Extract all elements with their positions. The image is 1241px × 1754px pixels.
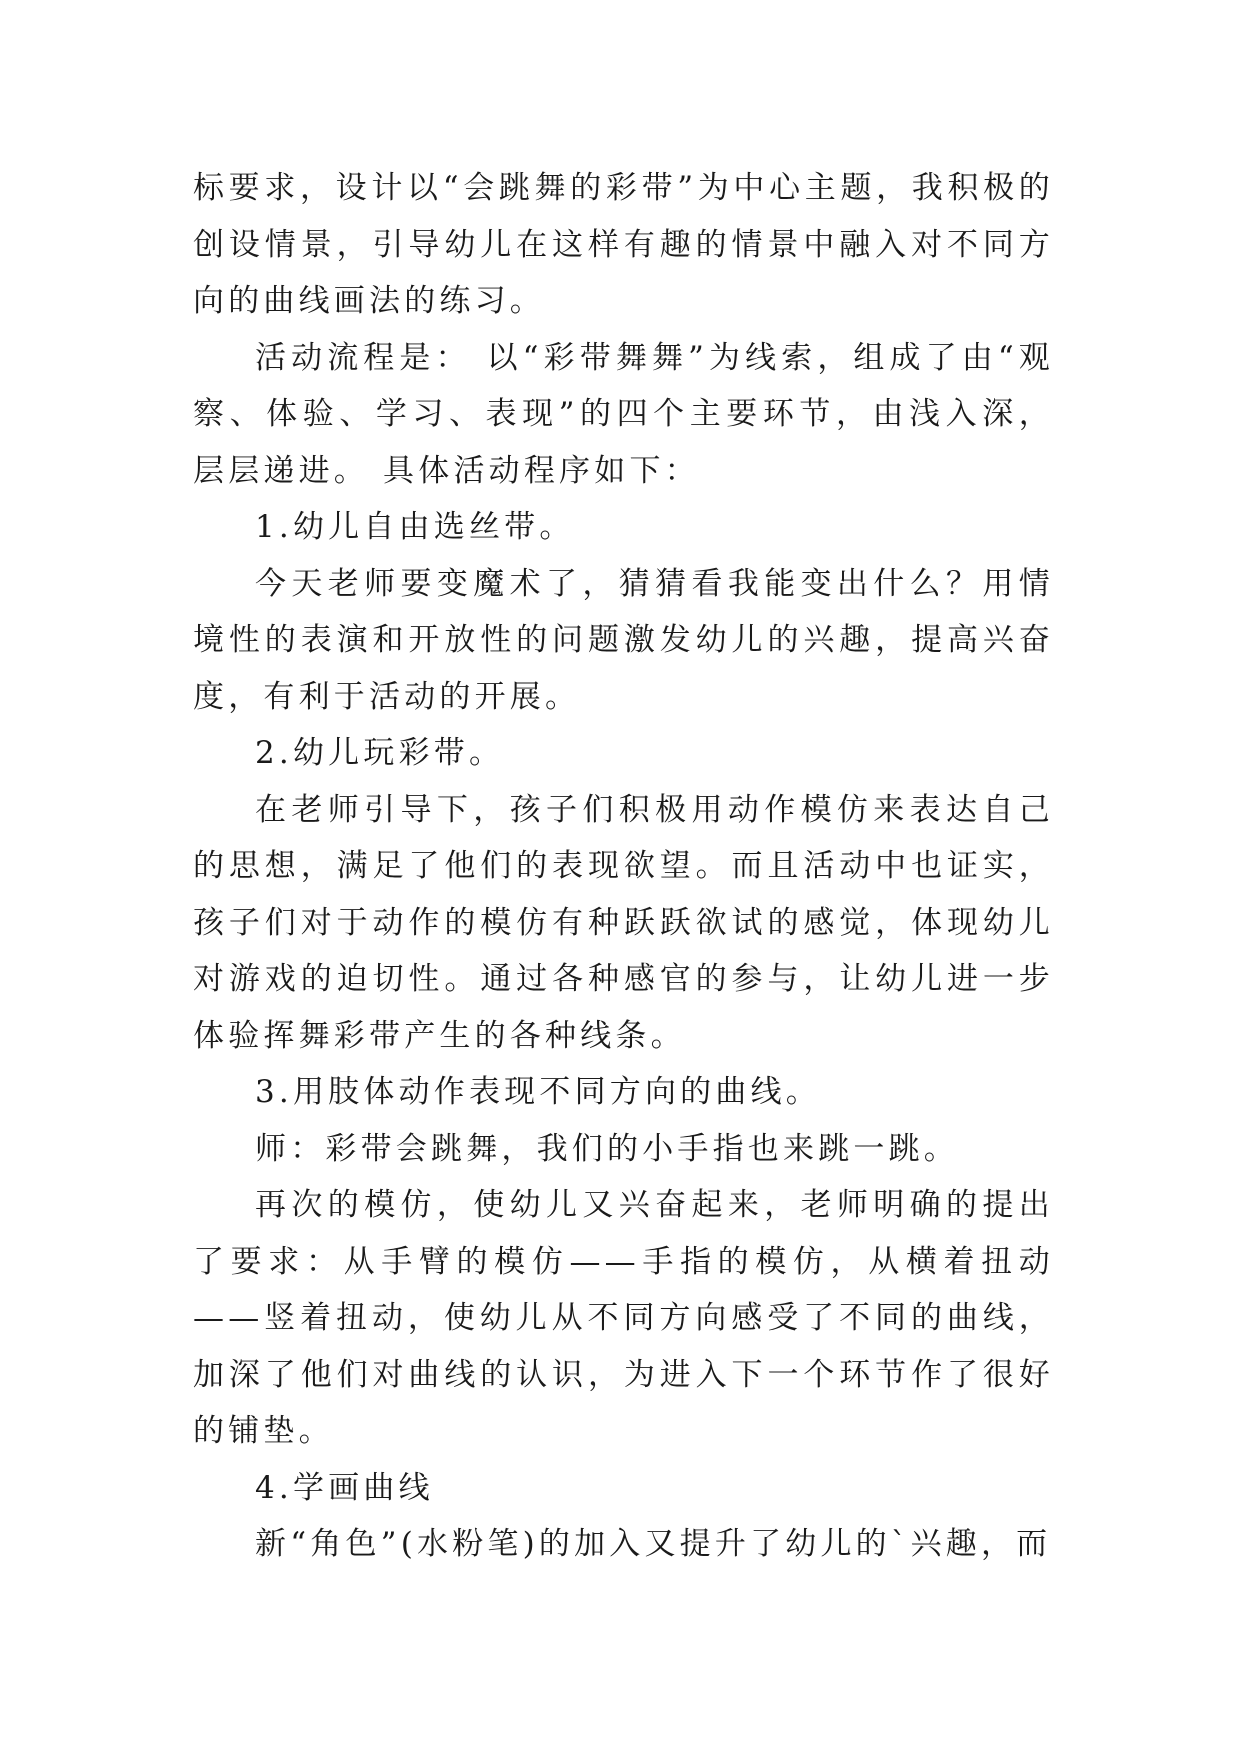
paragraph-5: 2.幼儿玩彩带。 [255, 735, 505, 771]
paragraph-3: 1.幼儿自由选丝带。 [255, 509, 575, 545]
paragraph-4: 今天老师要变魔术了，猜猜看我能变出什么？用情境性的表演和开放性的问题激发幼儿的兴趣，提高兴奋度，有利于活动的开展。 [193, 565, 1054, 715]
paragraph-8: 师：彩带会跳舞，我们的小手指也来跳一跳。 [255, 1130, 959, 1167]
paragraph-2: 活动流程是： 以“彩带舞舞”为线索，组成了由“观察、体验、学习、表现”的四个主要环节，由浅入深，层层递进。 具体活动程序如下： [193, 339, 1054, 489]
paragraph-6: 在老师引导下，孩子们积极用动作模仿来表达自己的思想，满足了他们的表现欲望。而且活动中也证实，孩子们对于动作的模仿有种跃跃欲试的感觉，体现幼儿对游戏的迫切性。通过各种感官的参与，让幼儿进一步体验挥舞彩带产生的各种线条。 [193, 791, 1054, 1054]
paragraph-1: 标要求，设计以“会跳舞的彩带”为中心主题，我积极的创设情景，引导幼儿在这样有趣的情景中融入对不同方向的曲线画法的练习。 [193, 170, 1054, 319]
paragraph-7: 3.用肢体动作表现不同方向的曲线。 [255, 1074, 821, 1110]
paragraph-10: 4.学画曲线 [255, 1469, 434, 1506]
paragraph-9: 再次的模仿，使幼儿又兴奋起来，老师明确的提出了要求：从手臂的模仿——手指的模仿，从横着扭动——竖着扭动，使幼儿从不同方向感受了不同的曲线，加深了他们对曲线的认识，为进入下一个环节作了很好的铺垫。 [193, 1187, 1054, 1449]
paragraph-11: 新“角色”(水粉笔)的加入又提升了幼儿的`兴趣，而 [255, 1526, 1052, 1562]
